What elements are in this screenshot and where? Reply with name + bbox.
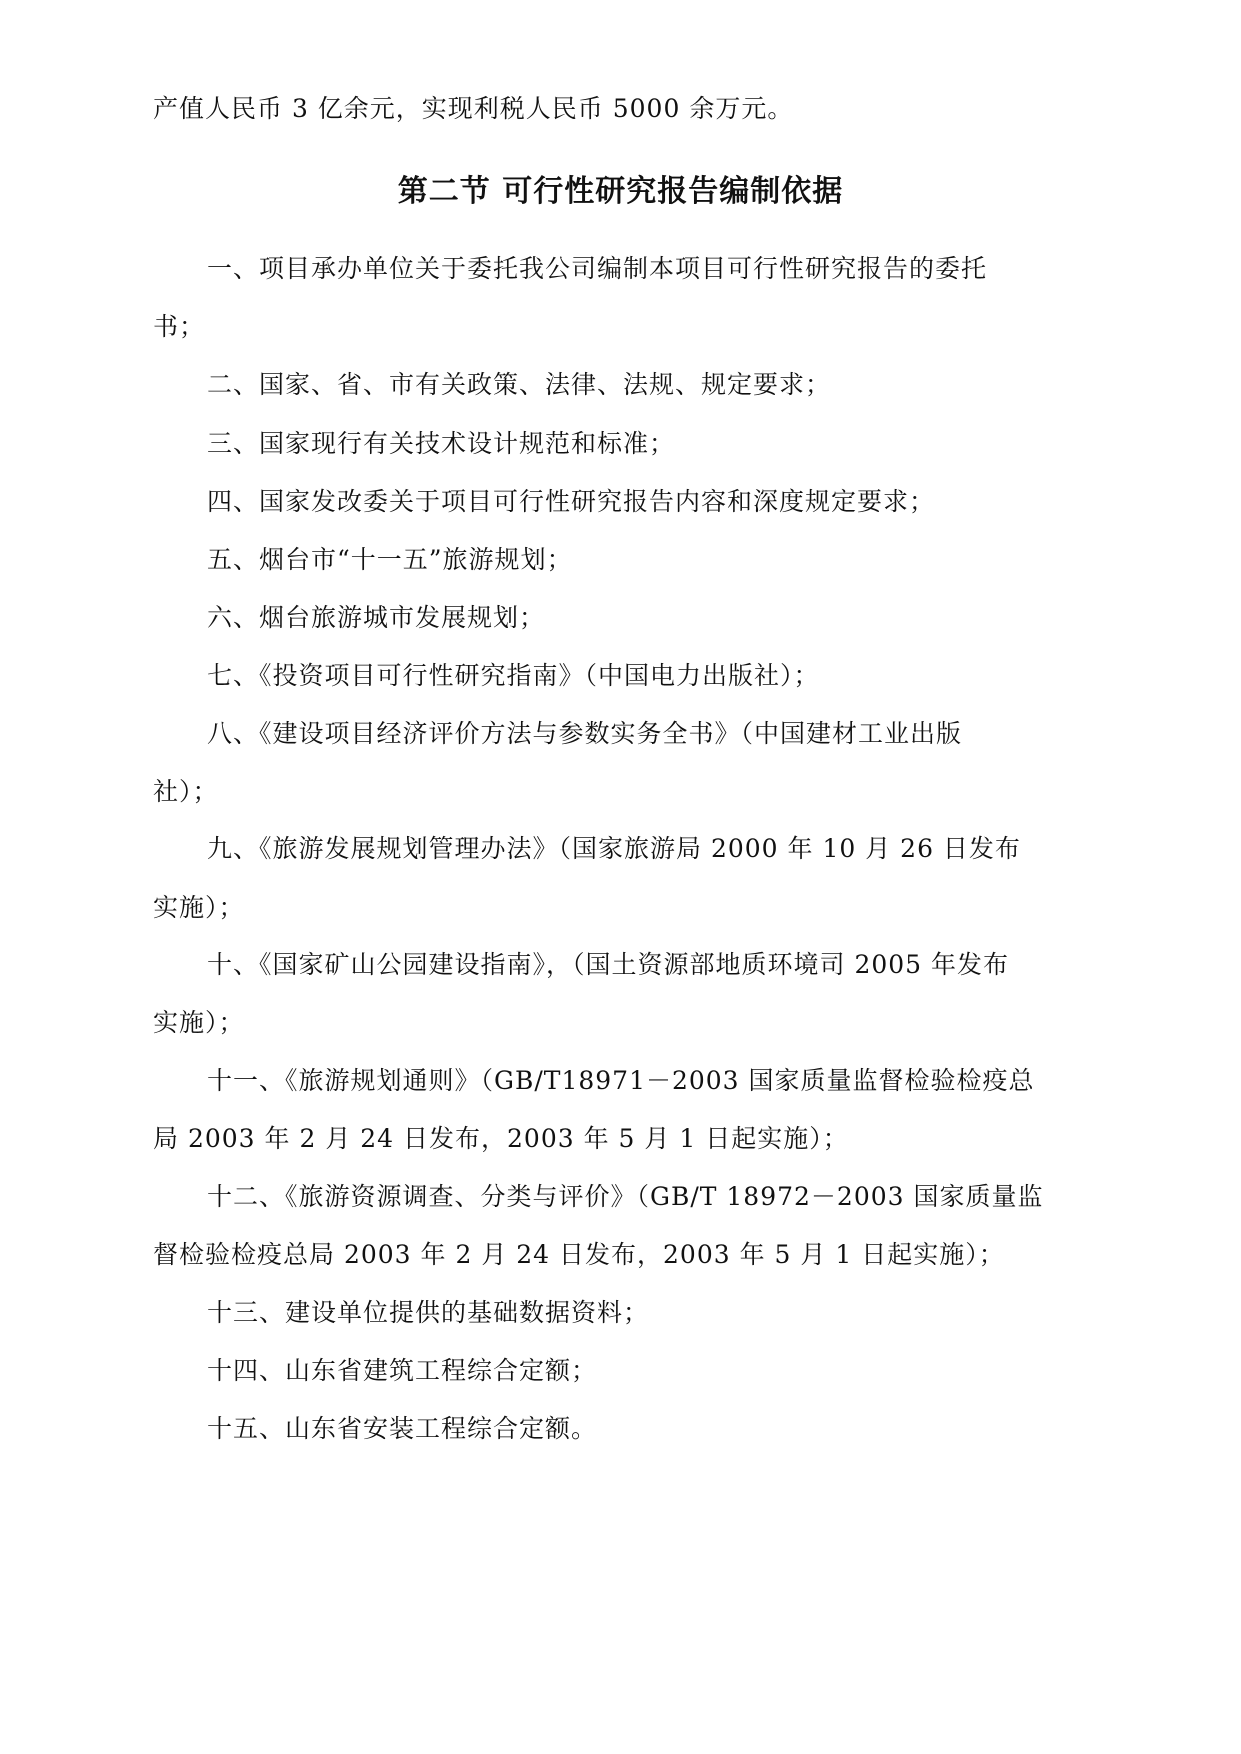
list-item-12: 十二、《旅游资源调查、分类与评价》（GB/T 18972－2003 国家质量监 — [207, 1182, 1044, 1211]
list-item-10-continued: 实施）； — [153, 1008, 245, 1037]
list-item-9: 九、《旅游发展规划管理办法》（国家旅游局 2000 年 10 月 26 日发布 — [207, 834, 1021, 863]
paragraph-continuation: 产值人民币 3 亿余元，实现利税人民币 5000 余万元。 — [153, 94, 794, 123]
list-item-1-continued: 书； — [153, 312, 206, 341]
list-item-3: 三、国家现行有关技术设计规范和标准； — [207, 429, 676, 458]
list-item-4: 四、国家发改委关于项目可行性研究报告内容和深度规定要求； — [207, 487, 936, 516]
list-item-8-continued: 社）； — [153, 777, 219, 806]
list-item-10: 十、《国家矿山公园建设指南》，（国土资源部地质环境司 2005 年发布 — [207, 950, 1010, 979]
list-item-11-continued: 局 2003 年 2 月 24 日发布，2003 年 5 月 1 日起实施）； — [153, 1124, 849, 1153]
section-title: 第二节 可行性研究报告编制依据 — [397, 174, 844, 209]
list-item-2: 二、国家、省、市有关政策、法律、法规、规定要求； — [207, 370, 832, 399]
list-item-12-continued: 督检验检疫总局 2003 年 2 月 24 日发布，2003 年 5 月 1 日起实施）； — [153, 1240, 1005, 1269]
list-item-8: 八、《建设项目经济评价方法与参数实务全书》（中国建材工业出版 — [207, 719, 963, 748]
list-item-5: 五、烟台市“十一五”旅游规划； — [207, 545, 573, 574]
list-item-11: 十一、《旅游规划通则》（GB/T18971－2003 国家质量监督检验检疫总 — [207, 1066, 1035, 1095]
list-item-9-continued: 实施）； — [153, 893, 245, 922]
list-item-13: 十三、建设单位提供的基础数据资料； — [207, 1298, 650, 1327]
list-item-15: 十五、山东省安装工程综合定额。 — [207, 1414, 598, 1443]
list-item-7: 七、《投资项目可行性研究指南》（中国电力出版社）； — [207, 661, 820, 690]
list-item-14: 十四、山东省建筑工程综合定额； — [207, 1356, 598, 1385]
list-item-6: 六、烟台旅游城市发展规划； — [207, 603, 546, 632]
list-item-1: 一、项目承办单位关于委托我公司编制本项目可行性研究报告的委托 — [207, 254, 988, 283]
